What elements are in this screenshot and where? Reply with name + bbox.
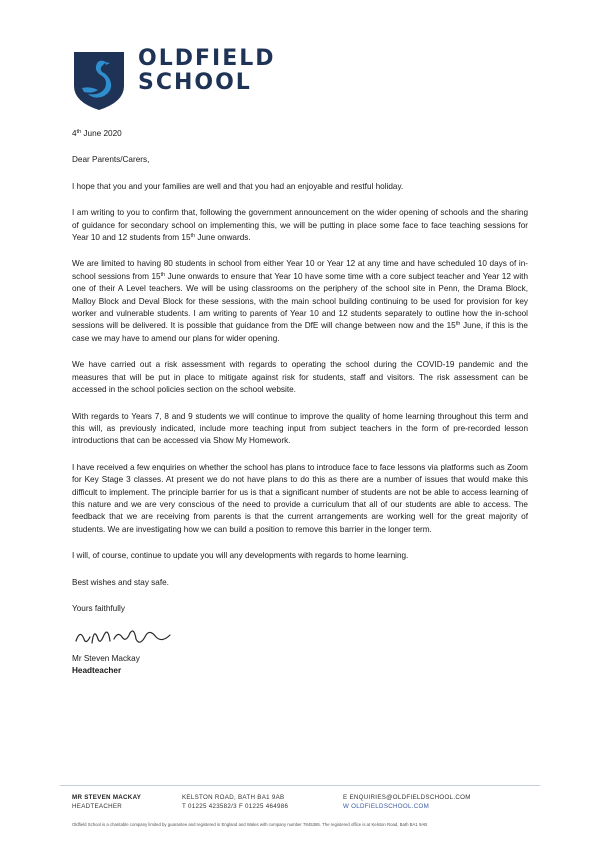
letter-date: 4th June 2020 bbox=[72, 129, 122, 138]
footer-address-block bbox=[182, 793, 288, 811]
handwritten-signature bbox=[72, 621, 182, 651]
school-wordmark bbox=[138, 47, 276, 95]
paragraph-1: I hope that you and your families are well and that you had an enjoyable and restful holiday. bbox=[72, 181, 404, 191]
paragraph-2: I am writing to you to confirm that, following the government announcement on the wider opening of schools and the sharing of guidance for secondary school on implementing this, we will be putting in place some face to face teaching sessions for Year 10 and 12 students from 15th June onwards. bbox=[72, 208, 528, 243]
paragraph-4: We have carried out a risk assessment with regards to operating the school during the COVID-19 pandemic and the measures that will be put in place to mitigate against risk for students, staff and visitors. The risk assessment can be accessed in the school policies section on the school website. bbox=[72, 360, 528, 395]
paragraph-6: I have received a few enquiries on whether the school has plans to introduce face to face lessons via platforms such as Zoom for Key Stage 3 classes. At present we do not have plans to do this as there are a number of issues that would make this difficult to implement. The principle barrier for us is that a significant number of students are not be able to access learning of this nature and we are very conscious of the need to provide a curriculum that all of our students are able to access. The feedback that we are receiving from parents is that the current arrangements are working well for the great majority of students. We are investigating how we can build a position to remove this barrier in the longer term. bbox=[72, 462, 528, 534]
footer-online-block bbox=[343, 793, 471, 811]
school-crest-swan-icon bbox=[72, 50, 126, 112]
closing-line: Best wishes and stay safe. bbox=[72, 577, 169, 587]
paragraph-5: With regards to Years 7, 8 and 9 students we will continue to improve the quality of home learning throughout this term and this will, as previously indicated, include more teaching input from subject teachers in the form of pre-recorded lesson introductions that can be accessed via Show My Homework. bbox=[72, 411, 528, 446]
footer-email[interactable]: E ENQUIRIES@OLDFIELDSCHOOL.COM bbox=[343, 794, 471, 801]
school-name-line2: SCHOOL bbox=[138, 70, 252, 95]
footer-phones: T 01225 423582/3 F 01225 464986 bbox=[182, 803, 289, 810]
salutation: Dear Parents/Carers, bbox=[72, 155, 150, 165]
school-name-line1: OLDFIELD bbox=[138, 46, 276, 71]
paragraph-3: We are limited to having 80 students in school from either Year 10 or Year 12 at any time and have scheduled 10 days of in-school sessions from 15th June onwards to ensure that Year 10 have some time with a core subject teacher and Year 12 with one of their A Level teachers. We will be using classrooms on the periphery of the school site in Penn, the Drama Block, Malloy Block and Deval Block for these sessions, with the main school building continuing to be used for provision for key worker and vulnerable students. I am writing to parents of Year 10 and 12 students separately to outline how the in-school sessions will be delivered. It is possible that guidance from the DfE will change between now and the 15th June, if this is the case we may have to amend our plans for wider opening. bbox=[72, 259, 528, 343]
footer-name: MR STEVEN MACKAY bbox=[72, 794, 142, 801]
paragraph-7: I will, of course, continue to update you will any developments with regards to home learning. bbox=[72, 551, 409, 561]
signoff: Yours faithfully bbox=[72, 603, 125, 613]
footer-address: KELSTON ROAD, BATH BA1 9AB bbox=[182, 794, 285, 801]
letter-body bbox=[72, 128, 528, 677]
signer-name: Mr Steven Mackay bbox=[72, 654, 140, 664]
footer-website[interactable]: W OLDFIELDSCHOOL.COM bbox=[343, 803, 430, 810]
footer-divider bbox=[60, 785, 540, 786]
signer-title: Headteacher bbox=[72, 666, 122, 676]
footer-fine-print: Oldfield School is a charitable company limited by guarantee and registered in England and Wales with company number 7845365. The registered office is at Kelston Road, Bath BA1 9AB bbox=[72, 822, 428, 827]
footer-role: HEADTEACHER bbox=[72, 803, 123, 810]
footer-contact-person bbox=[72, 793, 141, 811]
